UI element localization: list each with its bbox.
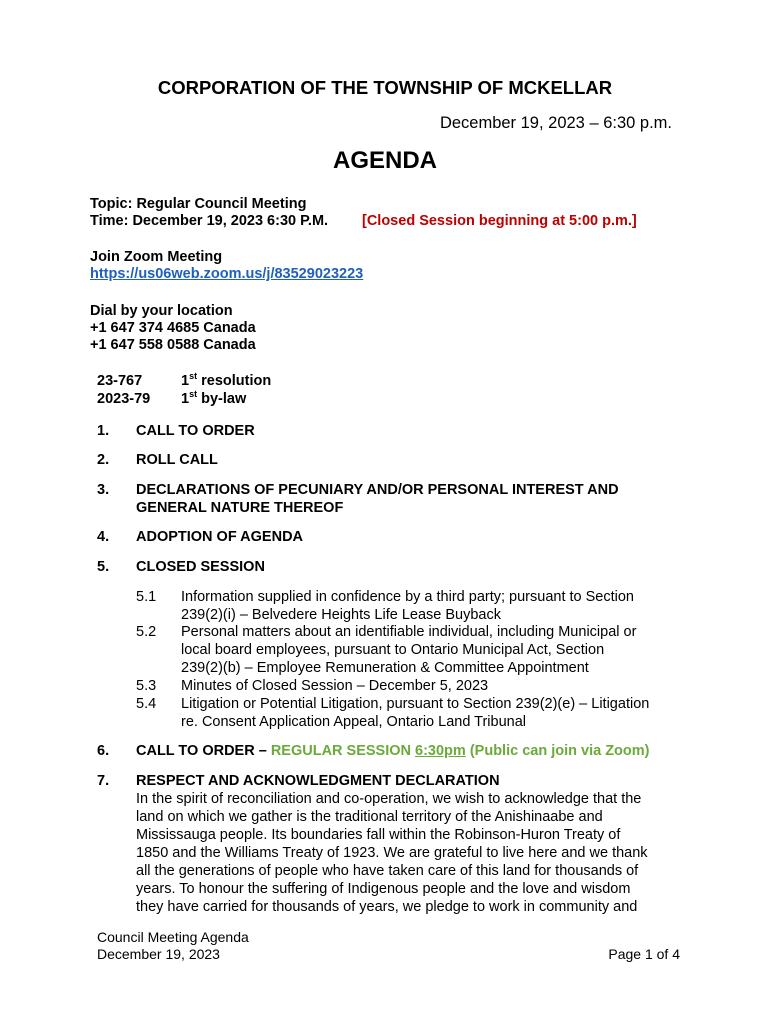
item-number: 4. [97, 529, 110, 545]
subitem-text: Minutes of Closed Session – December 5, 2023 [181, 678, 489, 694]
declaration-paragraph: In the spirit of reconciliation and co-operation, we wish to acknowledge that the land on which we gather is the traditional territory of the Anishinaabe and Mississauga people. Its boundaries fall within the Robinson-Huron Treaty of 1850 and the Williams Treaty of 1923. We are grateful to live here and we thank all the generations of people who have taken care of this land for thousands of years. To honour the suffering of Indigenous people and the love and wisdom they have carried for thousands of years, we pledge to work in community and [136, 791, 648, 915]
meeting-date: December 19, 2023 – 6:30 p.m. [439, 114, 672, 132]
footer-date: December 19, 2023 [97, 946, 220, 962]
time-line: Time: December 19, 2023 6:30 P.M. [90, 213, 329, 229]
subitem-text: Litigation or Potential Litigation, pursuant to Section 239(2)(e) – Litigation re. Consent Application Appeal, Ontario Land Tribunal [181, 696, 650, 730]
phone-number: +1 647 558 0588 Canada [90, 337, 256, 353]
agenda-item-regular-session: CALL TO ORDER – REGULAR SESSION 6:30pm (Public can join via Zoom) [136, 743, 650, 759]
page-number: Page 1 of 4 [608, 946, 680, 962]
dial-label: Dial by your location [90, 303, 233, 319]
agenda-heading: AGENDA [332, 147, 437, 174]
agenda-item-closed-session: CLOSED SESSION [136, 559, 265, 575]
subitem-text: Personal matters about an identifiable individual, including Municipal or local board employees, pursuant to Ontario Municipal Act, Section 239(2)(b) – Employee Remuneration & Committee Appointment [181, 624, 637, 676]
agenda-item-roll-call: ROLL CALL [136, 452, 218, 468]
topic-line: Topic: Regular Council Meeting [90, 196, 307, 212]
item-number: 2. [97, 452, 110, 468]
item-number: 7. [97, 773, 110, 789]
subitem-number: 5.2 [136, 624, 157, 640]
resolution-number: 23-767 [97, 373, 143, 389]
item-number: 6. [97, 743, 110, 759]
agenda-item-acknowledgment: RESPECT AND ACKNOWLEDGMENT DECLARATION [136, 773, 500, 789]
item-number: 3. [97, 482, 110, 498]
subitem-number: 5.4 [136, 696, 157, 712]
agenda-item-call-to-order: CALL TO ORDER [136, 423, 255, 439]
bylaw-number: 2023-79 [97, 391, 151, 407]
phone-number: +1 647 374 4685 Canada [90, 320, 256, 336]
item-number: 5. [97, 559, 110, 575]
subitem-number: 5.3 [136, 678, 157, 694]
document-title: CORPORATION OF THE TOWNSHIP OF MCKELLAR [157, 77, 613, 98]
subitem-text: Information supplied in confidence by a third party; pursuant to Section 239(2)(i) – Belvedere Heights Life Lease Buyback [181, 589, 634, 623]
item-number: 1. [97, 423, 110, 439]
zoom-label: Join Zoom Meeting [90, 249, 223, 265]
agenda-item-adoption: ADOPTION OF AGENDA [136, 529, 304, 545]
agenda-item-declarations: DECLARATIONS OF PECUNIARY AND/OR PERSONAL INTEREST AND GENERAL NATURE THEREOF [136, 482, 619, 516]
resolution-label: 1st resolution [181, 371, 272, 389]
zoom-link[interactable]: https://us06web.zoom.us/j/83529023223 [90, 266, 364, 282]
subitem-number: 5.1 [136, 589, 157, 605]
closed-session-note: [Closed Session beginning at 5:00 p.m.] [362, 213, 637, 229]
bylaw-label: 1st by-law [181, 389, 247, 407]
footer-title: Council Meeting Agenda [97, 929, 249, 945]
